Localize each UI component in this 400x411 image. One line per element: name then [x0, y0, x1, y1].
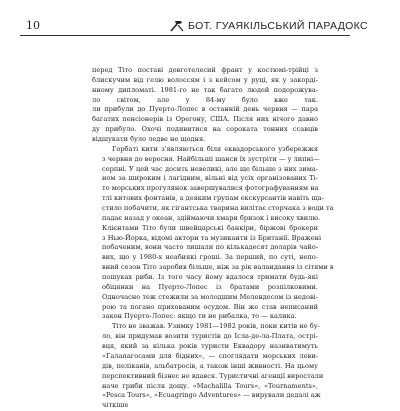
- header-rule: [20, 35, 350, 36]
- text-line: то морських прогулянок завершувалися фотографуванням на: [102, 184, 319, 193]
- text-line: з червня до вересня. Найбільші шанси їх зустріти — у липні—: [102, 154, 320, 163]
- text-line: стило побачити, як гігантська тварина вилітає сторчака з води та: [102, 204, 334, 213]
- running-title: БОТ. ГУАЯКІЛЬСЬКИЙ ПАРАДОКС: [188, 20, 368, 32]
- text-line: серпні. У цей час досить невеликі, але ще більше з них зима-: [102, 164, 318, 173]
- text-line: ли прибули до Пуерто-Лопес в останній день червня — пара: [92, 105, 318, 114]
- text-line: багатих пенсіонерів із Орегону, США. Після них нічого давно: [92, 115, 318, 124]
- text-line: вця, який за кілька років туристи Еквадору називатимуть: [102, 342, 318, 351]
- text-line: перед Тіто поставі довготелесий франт у костюмі-трійці з: [92, 66, 318, 74]
- text-line: ном за широким і лагідним, вільні від усіх організованих Ті-: [102, 174, 318, 183]
- text-line: відшукати було ледве не щодня.: [92, 135, 206, 144]
- text-line: блискучим від гелю волоссям і з кейсом у руці, як у закорді-: [92, 75, 318, 84]
- text-line: падає назад у океан, здіймаючи хмари бризок і високу хвилю.: [102, 213, 321, 222]
- text-line: закон Пуерто-Лопес: якщо ти не рибалка, то — калика.: [102, 312, 297, 321]
- text-line: наче гриби після дощу. «Machalilla Tours», «Tournaments»,: [102, 381, 318, 390]
- text-line: Тіто не зважав. Узимку 1981—1982 років, поки китів не бу-: [112, 322, 320, 331]
- text-line: ло, він придумав возити туристів до Ісла-де-ла-Плата, острі-: [102, 332, 318, 341]
- text-line: вний сезон Тіто заробив більше, ніж за рік валандання із сітями в: [102, 263, 334, 272]
- text-line: перспективний бізнес не вдався. Туристичні агенції виростали: [102, 371, 324, 380]
- paragraph: [92, 66, 318, 145]
- text-line: ду прибуло. Охочі подивитися на сороката тонних ссавців: [92, 125, 318, 134]
- text-line: вих, що у 1980-х неабиякі гроші. За перший, по суті, непо-: [102, 253, 318, 262]
- text-line: з Нью-Йорка, відомі актори та музиканти із Британії. Вражені: [102, 233, 322, 242]
- text-line: обіцянки на Пуерто-Лопес із братами розпілковими.: [102, 282, 318, 291]
- text-line: рою та погано прихованим осудом. Він же став неписаний: [102, 302, 318, 311]
- text-line: «Галапагосами для бідних», — споглядати морських леви-: [102, 351, 318, 360]
- text-line: побаченим, вони часто лишали по кількадесят доларів чайо-: [102, 243, 318, 252]
- text-line: ло світом, але у 84-му було вже так.: [92, 95, 318, 104]
- page-number: 10: [26, 19, 40, 32]
- text-line: нному дипломаті. 1981-го не так багато людей подорожува-: [92, 85, 318, 94]
- text-line: тлі китових фонтанів, а деяким групам екскурсантів навіть ща-: [102, 194, 324, 203]
- paragraph: [92, 322, 324, 411]
- paragraph: [92, 144, 334, 322]
- body-text: [92, 66, 334, 411]
- text-line: дів, пеліканів, альбатросів, а також інші живності. На цьому: [102, 361, 318, 370]
- page-header: [20, 16, 380, 42]
- text-line: Одночасно теж стежили за молодшим Мелендесом із недові-: [102, 292, 318, 301]
- text-line: Горбаті кити з'являються біля еквадорського узбережжя: [112, 144, 318, 153]
- text-line: чіткіше: [102, 401, 129, 410]
- text-line: Клієнтами Тіто були швейцарські банкіри, біржові брокери: [102, 223, 318, 232]
- text-line: пошуках риби. Із того часу йому вдалося тримати будь-які: [102, 273, 318, 282]
- text-line: «Pesca Tours», «Ecuagringo Adventures» — вирували дедалі аж: [102, 391, 321, 400]
- hammer-icon: [170, 19, 184, 33]
- running-head: [170, 16, 368, 36]
